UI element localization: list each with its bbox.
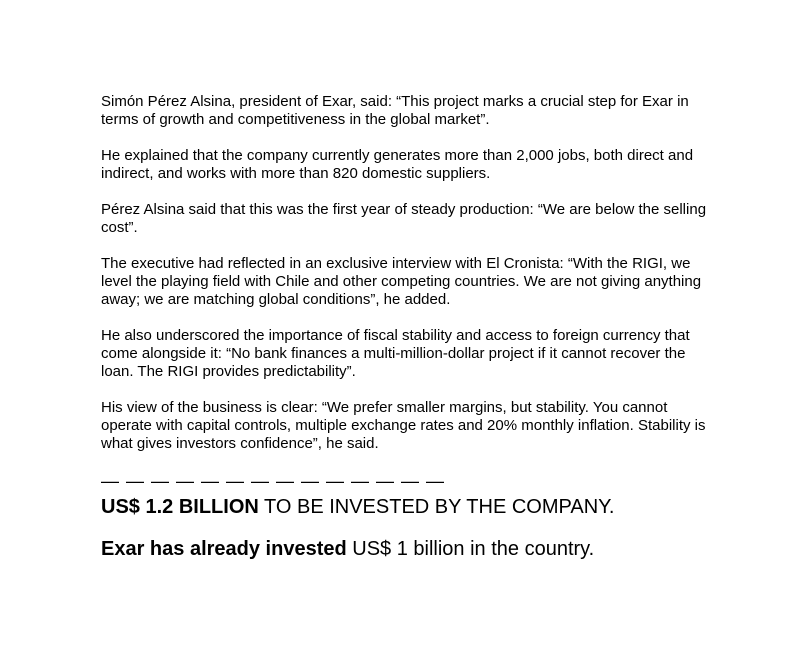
section-divider: — — — — — — — — — — — — — — (101, 471, 446, 491)
paragraph-3: Pérez Alsina said that this was the first year of steady production: “We are below the selling cost”. (101, 201, 707, 236)
invested-lead: Exar has already invested (101, 538, 347, 560)
paragraph-6: His view of the business is clear: “We prefer smaller margins, but stability. You cannot operate with capital controls, multiple exchange rates and 20% monthly inflation. Stability is what gives investors confidence”, he said. (101, 399, 706, 452)
investment-amount: US$ 1.2 BILLION (101, 496, 259, 518)
paragraph-2: He explained that the company currently generates more than 2,000 jobs, both direct and indirect, and works with more than 820 domestic suppliers. (101, 147, 694, 182)
paragraph-5: He also underscored the importance of fiscal stability and access to foreign currency that come alongside it: “No bank finances a multi-million-dollar project if it cannot recover the loan. The RIGI provides predictability”. (101, 327, 690, 380)
paragraph-1: Simón Pérez Alsina, president of Exar, said: “This project marks a crucial step for Exar in terms of growth and competitiveness in the global market”. (101, 93, 689, 128)
invested-detail: US$ 1 billion in the country. (346, 538, 595, 560)
investment-description: TO BE INVESTED BY THE COMPANY. (258, 496, 615, 518)
invested-statement (101, 537, 721, 561)
article-body (101, 93, 721, 561)
investment-headline (101, 495, 721, 519)
paragraph-4: The executive had reflected in an exclusive interview with El Cronista: “With the RIGI, we level the playing field with Chile and other competing countries. We are not giving anything away; we are matching global conditions”, he added. (101, 255, 702, 308)
